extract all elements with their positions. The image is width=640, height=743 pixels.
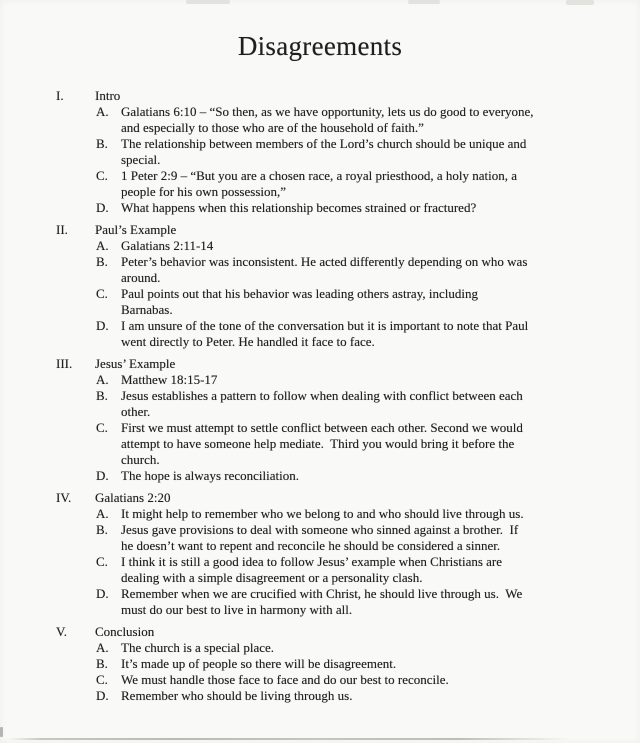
section-numeral: IV.: [56, 490, 72, 506]
outline-section: [0, 222, 640, 350]
item-text: Peter’s behavior was inconsistent. He acted differently depending on who was around.: [121, 254, 528, 286]
outline-item: [0, 104, 640, 136]
item-letter: B.: [96, 656, 108, 672]
section-header-row: [0, 624, 640, 640]
section-numeral: I.: [56, 88, 64, 104]
item-letter: A.: [96, 104, 109, 120]
item-text: Remember who should be living through us.: [121, 688, 353, 704]
section-header-row: [0, 88, 640, 104]
item-letter: B.: [96, 254, 108, 270]
section-heading: Paul’s Example: [95, 222, 177, 238]
section-items: [0, 238, 640, 350]
section-items: [0, 104, 640, 216]
scan-artifact-bottom-left-mark: [0, 727, 3, 737]
section-header-row: [0, 490, 640, 506]
outline-item: [0, 168, 640, 200]
outline-item: [0, 200, 640, 216]
section-heading: Jesus’ Example: [95, 356, 176, 372]
item-letter: C.: [96, 168, 108, 184]
item-text: Jesus gave provisions to deal with someone who sinned against a brother. If he doesn’t want to repent and reconcile he should be considered a sinner.: [121, 522, 519, 554]
item-letter: D.: [96, 318, 109, 334]
outline-section: [0, 356, 640, 484]
item-letter: A.: [96, 506, 109, 522]
section-heading: Galatians 2:20: [95, 490, 171, 506]
item-text: The church is a special place.: [121, 640, 275, 656]
outline-item: [0, 656, 640, 672]
section-heading: Conclusion: [95, 624, 155, 640]
section-header-row: [0, 222, 640, 238]
outline-item: [0, 238, 640, 254]
item-letter: A.: [96, 640, 109, 656]
item-text: I think it is still a good idea to follow Jesus’ example when Christians are dealing with a simple disagreement or a personality clash.: [121, 554, 503, 586]
item-letter: D.: [96, 688, 109, 704]
item-text: Galatians 2:11-14: [121, 238, 214, 254]
item-text: Remember when we are crucified with Christ, he should live through us. We must do our best to live in harmony with all.: [121, 586, 523, 618]
item-letter: D.: [96, 468, 109, 484]
outline-item: [0, 586, 640, 618]
item-text: First we must attempt to settle conflict between each other. Second we would attempt to have someone help mediate. Third you would bring it before the church.: [121, 420, 523, 468]
section-numeral: III.: [56, 356, 73, 372]
item-text: It’s made up of people so there will be disagreement.: [121, 656, 397, 672]
item-text: We must handle those face to face and do our best to reconcile.: [121, 672, 449, 688]
item-text: Galatians 6:10 – “So then, as we have opportunity, lets us do good to everyone, and especially to those who are of the household of faith.”: [121, 104, 534, 136]
outline-item: [0, 672, 640, 688]
item-text: Paul points out that his behavior was leading others astray, including Barnabas.: [121, 286, 478, 318]
item-letter: A.: [96, 372, 109, 388]
item-letter: B.: [96, 522, 108, 538]
outline-item: [0, 136, 640, 168]
item-letter: D.: [96, 200, 109, 216]
outline-item: [0, 388, 640, 420]
item-text: 1 Peter 2:9 – “But you are a chosen race, a royal priesthood, a holy nation, a people for his own possession,”: [121, 168, 518, 200]
item-text: I am unsure of the tone of the conversation but it is important to note that Paul went directly to Peter. He handled it face to face.: [121, 318, 529, 350]
scan-artifact-bottom-edge-line: [8, 738, 570, 740]
item-text: The relationship between members of the Lord’s church should be unique and special.: [121, 136, 527, 168]
item-text: What happens when this relationship becomes strained or fractured?: [121, 200, 477, 216]
outline: [0, 88, 640, 704]
item-text: The hope is always reconciliation.: [121, 468, 299, 484]
item-letter: B.: [96, 136, 108, 152]
outline-item: [0, 522, 640, 554]
outline-item: [0, 468, 640, 484]
outline-item: [0, 506, 640, 522]
outline-item: [0, 640, 640, 656]
outline-item: [0, 688, 640, 704]
outline-item: [0, 554, 640, 586]
item-letter: B.: [96, 388, 108, 404]
item-letter: C.: [96, 286, 108, 302]
item-letter: C.: [96, 554, 108, 570]
outline-item: [0, 254, 640, 286]
outline-item: [0, 372, 640, 388]
item-text: It might help to remember who we belong to and who should live through us.: [121, 506, 524, 522]
outline-section: [0, 490, 640, 618]
page-title: Disagreements: [237, 31, 403, 61]
section-numeral: V.: [56, 624, 67, 640]
outline-section: [0, 88, 640, 216]
item-letter: C.: [96, 672, 108, 688]
outline-item: [0, 286, 640, 318]
section-items: [0, 372, 640, 484]
outline-item: [0, 420, 640, 468]
item-letter: C.: [96, 420, 108, 436]
item-text: Matthew 18:15-17: [121, 372, 218, 388]
outline-item: [0, 318, 640, 350]
section-items: [0, 640, 640, 704]
section-heading: Intro: [95, 88, 121, 104]
section-numeral: II.: [56, 222, 68, 238]
item-letter: A.: [96, 238, 109, 254]
outline-section: [0, 624, 640, 704]
section-header-row: [0, 356, 640, 372]
section-items: [0, 506, 640, 618]
item-text: Jesus establishes a pattern to follow when dealing with conflict between each other.: [121, 388, 523, 420]
item-letter: D.: [96, 586, 109, 602]
